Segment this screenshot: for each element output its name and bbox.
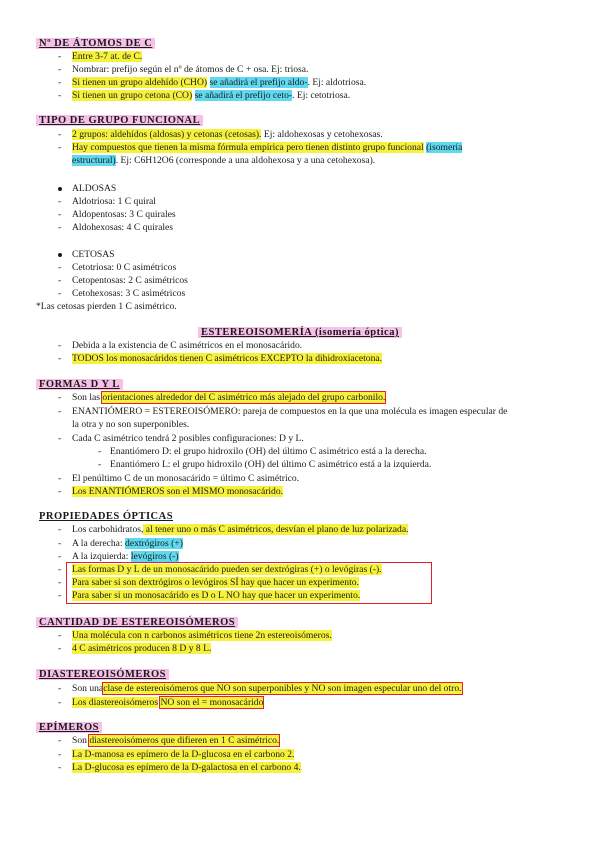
bullet: - El penúltimo C de un monosacárido = último C asimétrico. bbox=[58, 473, 300, 484]
section-title-estereo: ESTEREOISOMERÍA (isomería óptica) bbox=[0, 326, 600, 339]
bullet: - Si tienen un grupo aldehído (CHO) se añadirá el prefijo aldo-. Ej: aldotriosa. bbox=[58, 77, 367, 88]
bullet: - La D-glucosa es epímero de la D-galactosa en el carbono 4. bbox=[58, 762, 301, 773]
section-title-diastereo: DIASTEREOISÓMEROS bbox=[36, 668, 169, 681]
section-title-atomos: Nº DE ÁTOMOS DE C bbox=[36, 37, 155, 50]
bullet: - ENANTIÓMERO = ESTEREOISÓMERO: pareja de compuestos en la que una molécula es imagen especular de bbox=[58, 406, 508, 417]
list-heading-aldosas: ALDOSAS bbox=[72, 183, 116, 195]
bullet: - Aldohexosas: 4 C quirales bbox=[58, 222, 173, 233]
bullet: - Para saber si son dextrógiros o levógiros SÍ hay que hacer un experimento. bbox=[58, 577, 359, 588]
bullet: - Cada C asimétrico tendrá 2 posibles configuraciones: D y L. bbox=[58, 433, 304, 444]
bullet: - TODOS los monosacáridos tienen C asimétricos EXCEPTO la dihidroxiacetona. bbox=[58, 353, 383, 364]
section-title-epimeros: EPÍMEROS bbox=[36, 721, 102, 734]
bullet: - La D-manosa es epímero de la D-glucosa en el carbono 2. bbox=[58, 749, 295, 760]
bullet: - Cetohexosas: 3 C asimétricos bbox=[58, 288, 186, 299]
bullet-continuation: estructural). Ej: C6H12O6 (corresponde a una aldohexosa y a una cetohexosa). bbox=[72, 155, 376, 166]
bullet: - Hay compuestos que tienen la misma fórmula empírica pero tienen distinto grupo funcional (isomería bbox=[58, 142, 463, 153]
section-title-formas: FORMAS D Y L bbox=[36, 378, 123, 391]
bullet: - A la derecha: dextrógiros (+) bbox=[58, 538, 183, 549]
bullet: - Aldotriosa: 1 C quiral bbox=[58, 196, 156, 207]
bullet: - Son unaclase de estereoisómeros que NO son superponibles y NO son imagen especular uno del otro. bbox=[58, 683, 462, 694]
section-title-cantidad: CANTIDAD DE ESTEREOISÓMEROS bbox=[36, 616, 238, 629]
bullet: - Son las orientaciones alrededor del C asimétrico más alejado del grupo carbonilo. bbox=[58, 392, 386, 403]
sub-bullet: - Enantiómero L: el grupo hidroxilo (OH) del último C asimétrico está a la izquierda. bbox=[98, 459, 432, 470]
note: *Las cetosas pierden 1 C asimétrico. bbox=[36, 301, 177, 312]
bullet: - Los diastereoisómeros NO son el = monosacárido bbox=[58, 697, 264, 708]
bullet: - 2 grupos: aldehídos (aldosas) y cetonas (cetosas). Ej: aldohexosas y cetohexosas. bbox=[58, 129, 383, 140]
bullet: - Una molécula con n carbonos asimétricos tiene 2n estereoisómeros. bbox=[58, 630, 332, 641]
bullet: - Los carbohidratos, al tener uno o más C asimétricos, desvían el plano de luz polarizada. bbox=[58, 524, 409, 535]
sub-bullet: - Enantiómero D: el grupo hidroxilo (OH) del último C asimétrico está a la derecha. bbox=[98, 446, 427, 457]
bullet: - Son diastereoisómeros que difieren en 1 C asimétrico. bbox=[58, 735, 280, 746]
bullet: - Cetotriosa: 0 C asimétricos bbox=[58, 262, 177, 273]
bullet: - Para saber si un monosacárido es D o L NO hay que hacer un experimento. bbox=[58, 590, 361, 601]
bullet: - 4 C asimétricos producen 8 D y 8 L. bbox=[58, 643, 212, 654]
bullet: - Debida a la existencia de C asimétricos en el monosacárido. bbox=[58, 340, 303, 351]
bullet: - Cetopentosas: 2 C asimétricos bbox=[58, 275, 188, 286]
bullet-continuation: la otra y no son superponibles. bbox=[72, 419, 190, 430]
list-heading-cetosas: CETOSAS bbox=[72, 249, 114, 261]
bullet: - Aldopentosas: 3 C quirales bbox=[58, 209, 176, 220]
bullet: - Nombrar: prefijo según el nº de átomos de C + osa. Ej: triosa. bbox=[58, 64, 309, 75]
bullet: - Las formas D y L de un monosacárido pueden ser dextrógiras (+) o levógiras (-). bbox=[58, 564, 382, 575]
bullet: - A la izquierda: levógiros (-) bbox=[58, 551, 179, 562]
bullet: - Si tienen un grupo cetona (CO) se añadirá el prefijo ceto-. Ej: cetotriosa. bbox=[58, 90, 351, 101]
section-title-propiedades: PROPIEDADES ÓPTICAS bbox=[39, 511, 174, 522]
bullet: - Los ENANTIÓMEROS son el MISMO monosacárido. bbox=[58, 486, 284, 497]
section-title-tipo: TIPO DE GRUPO FUNCIONAL bbox=[36, 114, 203, 127]
bullet: - Entre 3-7 at. de C. bbox=[58, 51, 143, 62]
